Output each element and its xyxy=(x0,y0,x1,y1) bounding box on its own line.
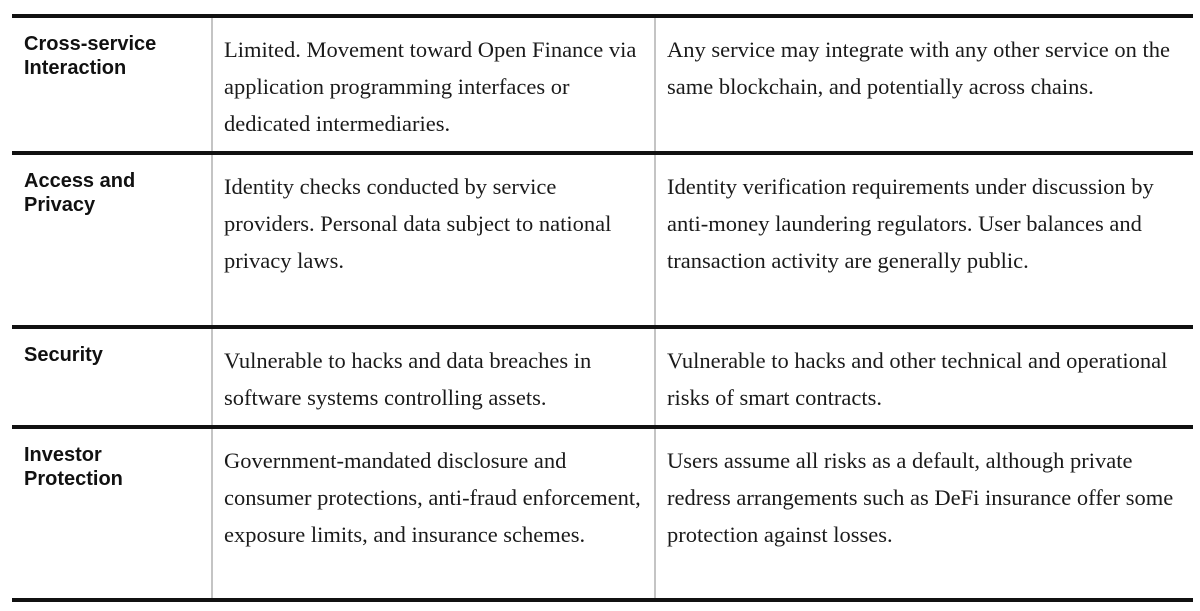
comparison-table xyxy=(12,14,1193,602)
defi-cell: Users assume all risks as a default, although private redress arrangements such as DeFi insurance offer some protection against losses. xyxy=(655,427,1193,600)
row-label: Access and Privacy xyxy=(24,170,136,216)
table-row xyxy=(12,427,1193,600)
row-label: Cross-service Interaction xyxy=(24,33,157,79)
defi-cell: Any service may integrate with any other service on the same blockchain, and potentially across chains. xyxy=(655,16,1193,153)
row-label: Investor Protection xyxy=(24,444,123,490)
defi-cell: Vulnerable to hacks and other technical and operational risks of smart contracts. xyxy=(655,327,1193,427)
table-row xyxy=(12,16,1193,153)
row-label: Security xyxy=(24,344,103,366)
traditional-finance-cell: Government-mandated disclosure and consumer protections, anti-fraud enforcement, exposure limits, and insurance schemes. xyxy=(212,427,655,600)
table-row xyxy=(12,327,1193,427)
traditional-finance-cell: Identity checks conducted by service providers. Personal data subject to national privacy laws. xyxy=(212,153,655,327)
defi-cell: Identity verification requirements under discussion by anti-money laundering regulators. User balances and transaction activity are generally public. xyxy=(655,153,1193,327)
traditional-finance-cell: Limited. Movement toward Open Finance via application programming interfaces or dedicated intermediaries. xyxy=(212,16,655,153)
traditional-finance-cell: Vulnerable to hacks and data breaches in software systems controlling assets. xyxy=(212,327,655,427)
table-row xyxy=(12,153,1193,327)
